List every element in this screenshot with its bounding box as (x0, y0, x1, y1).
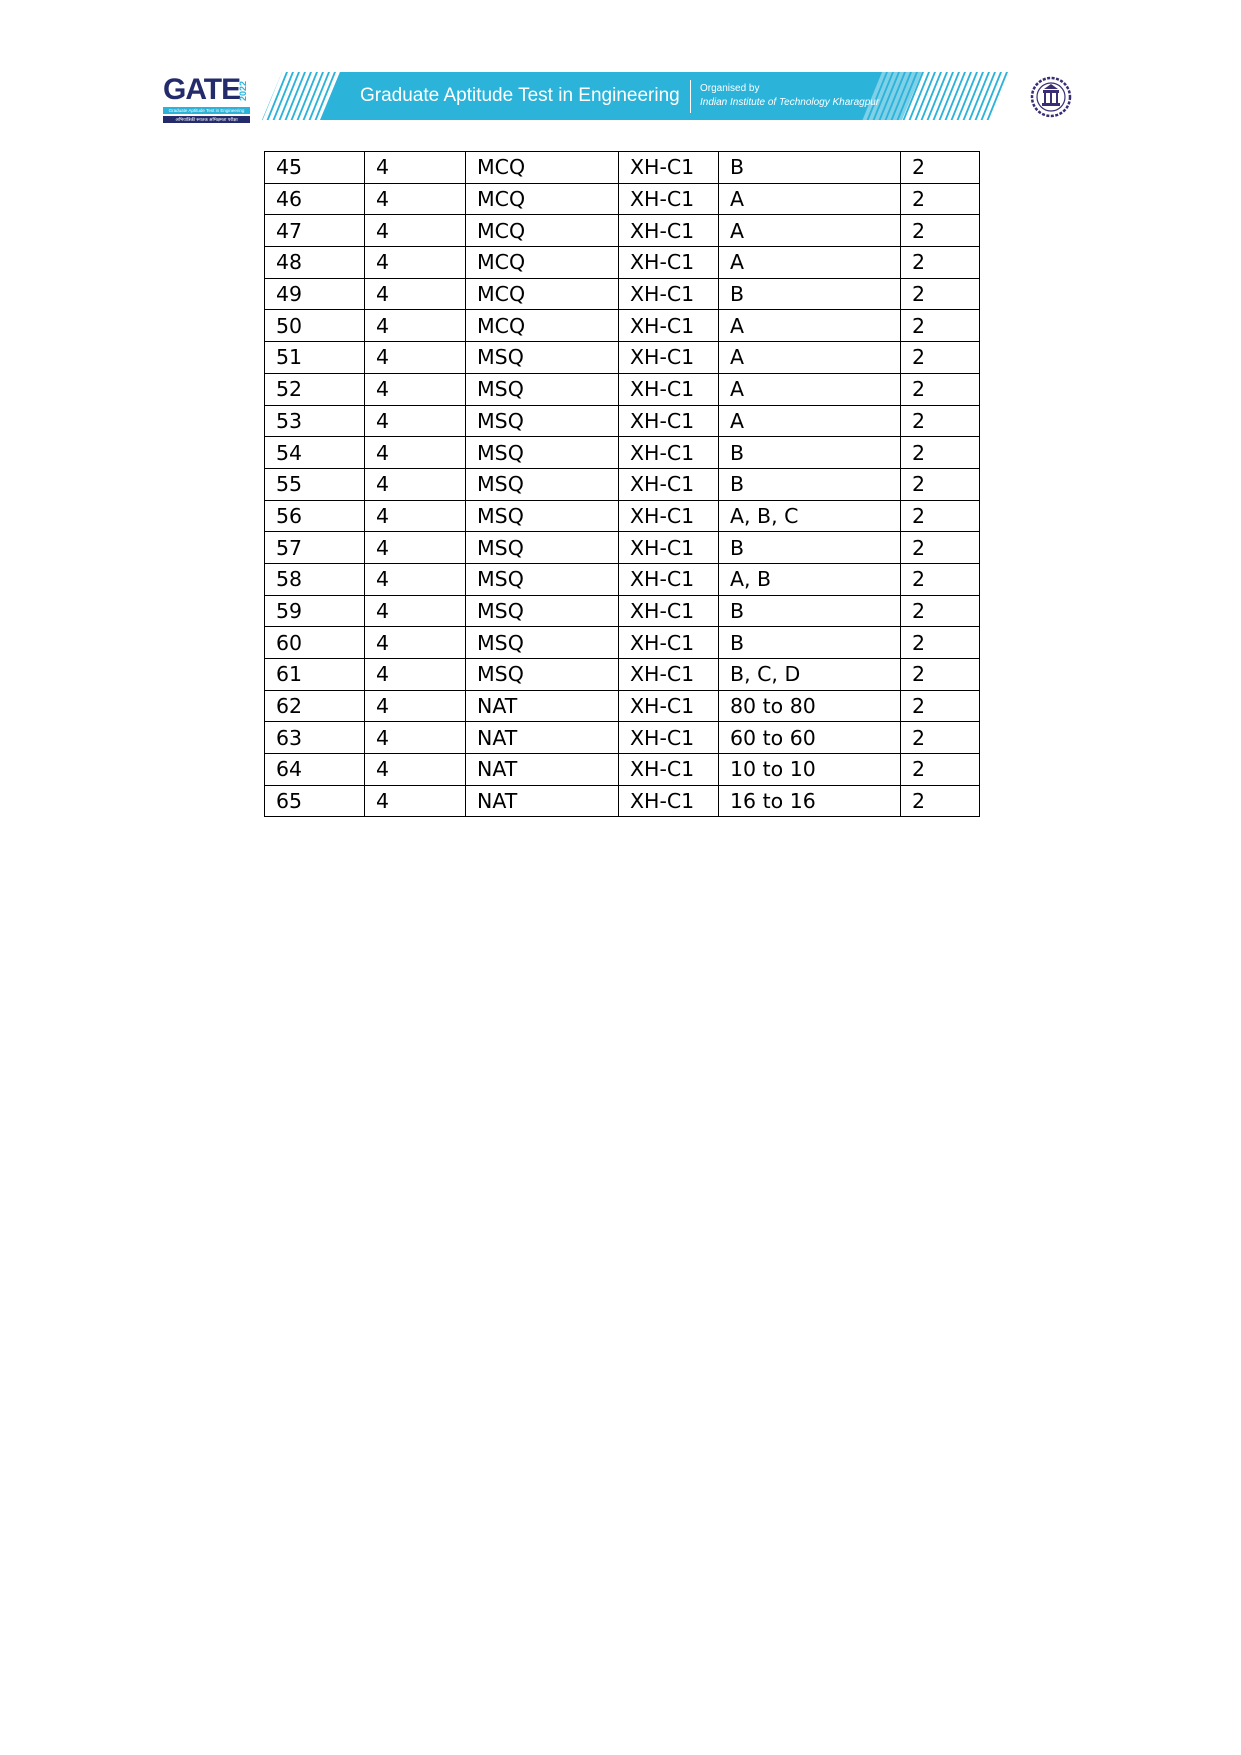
table-row (265, 373, 980, 405)
cell-session: 4 (365, 183, 466, 215)
cell-section: XH-C1 (619, 405, 719, 437)
gate-logo-word: GATE (163, 73, 241, 106)
table-row (265, 722, 980, 754)
cell-answer-key: A (719, 183, 901, 215)
cell-marks: 2 (901, 690, 980, 722)
cell-session: 4 (365, 437, 466, 469)
cell-question-number: 48 (265, 247, 365, 279)
table-row (265, 659, 980, 691)
cell-marks: 2 (901, 278, 980, 310)
cell-answer-key: 16 to 16 (719, 785, 901, 817)
table-row (265, 532, 980, 564)
cell-marks: 2 (901, 373, 980, 405)
cell-question-number: 57 (265, 532, 365, 564)
cell-section: XH-C1 (619, 342, 719, 374)
cell-answer-key: B (719, 278, 901, 310)
cell-marks: 2 (901, 722, 980, 754)
gate-logo-hindi-subtitle: अभियांत्रिकी स्नातक अभिक्षमता परीक्षा (163, 116, 250, 123)
cell-section: XH-C1 (619, 183, 719, 215)
cell-session: 4 (365, 247, 466, 279)
cell-section: XH-C1 (619, 532, 719, 564)
cell-answer-key: B, C, D (719, 659, 901, 691)
cell-section: XH-C1 (619, 310, 719, 342)
cell-question-type: MSQ (466, 437, 619, 469)
cell-session: 4 (365, 754, 466, 786)
cell-question-type: MSQ (466, 468, 619, 500)
cell-section: XH-C1 (619, 595, 719, 627)
cell-question-number: 63 (265, 722, 365, 754)
cell-marks: 2 (901, 310, 980, 342)
cell-answer-key: A (719, 342, 901, 374)
cell-section: XH-C1 (619, 437, 719, 469)
cell-question-type: MSQ (466, 373, 619, 405)
gate-logo-subtitle: Graduate Aptitude Test in Engineering (163, 107, 250, 114)
cell-question-type: MSQ (466, 342, 619, 374)
cell-section: XH-C1 (619, 373, 719, 405)
cell-question-number: 50 (265, 310, 365, 342)
table-row (265, 563, 980, 595)
cell-question-number: 64 (265, 754, 365, 786)
cell-session: 4 (365, 215, 466, 247)
cell-marks: 2 (901, 247, 980, 279)
table-row (265, 690, 980, 722)
cell-section: XH-C1 (619, 627, 719, 659)
cell-answer-key: A (719, 405, 901, 437)
cell-question-number: 47 (265, 215, 365, 247)
cell-answer-key: B (719, 437, 901, 469)
cell-answer-key: B (719, 468, 901, 500)
cell-question-type: MCQ (466, 247, 619, 279)
cell-session: 4 (365, 310, 466, 342)
cell-question-number: 45 (265, 152, 365, 184)
gate-2022-logo (163, 74, 251, 124)
cell-section: XH-C1 (619, 754, 719, 786)
cell-marks: 2 (901, 468, 980, 500)
cell-marks: 2 (901, 627, 980, 659)
cell-session: 4 (365, 373, 466, 405)
cell-question-number: 60 (265, 627, 365, 659)
answer-key-table-body (265, 152, 980, 817)
cell-answer-key: A, B, C (719, 500, 901, 532)
cell-marks: 2 (901, 563, 980, 595)
cell-marks: 2 (901, 152, 980, 184)
banner-title: Graduate Aptitude Test in Engineering (360, 85, 680, 106)
cell-question-number: 46 (265, 183, 365, 215)
gate-logo-year: 2022 (238, 80, 248, 102)
cell-question-type: NAT (466, 722, 619, 754)
cell-question-number: 49 (265, 278, 365, 310)
cell-question-number: 58 (265, 563, 365, 595)
cell-question-number: 65 (265, 785, 365, 817)
cell-question-number: 51 (265, 342, 365, 374)
cell-question-number: 56 (265, 500, 365, 532)
table-row (265, 627, 980, 659)
cell-question-type: MSQ (466, 627, 619, 659)
table-row (265, 437, 980, 469)
cell-question-number: 62 (265, 690, 365, 722)
cell-section: XH-C1 (619, 563, 719, 595)
cell-question-number: 53 (265, 405, 365, 437)
table-row (265, 183, 980, 215)
cell-question-number: 59 (265, 595, 365, 627)
cell-session: 4 (365, 722, 466, 754)
table-row (265, 754, 980, 786)
cell-answer-key: A (719, 215, 901, 247)
cell-section: XH-C1 (619, 690, 719, 722)
cell-marks: 2 (901, 437, 980, 469)
cell-question-type: MCQ (466, 215, 619, 247)
cell-session: 4 (365, 342, 466, 374)
cell-marks: 2 (901, 595, 980, 627)
cell-marks: 2 (901, 754, 980, 786)
cell-section: XH-C1 (619, 468, 719, 500)
cell-question-type: MSQ (466, 659, 619, 691)
cell-session: 4 (365, 532, 466, 564)
cell-question-number: 55 (265, 468, 365, 500)
cell-session: 4 (365, 563, 466, 595)
cell-answer-key: B (719, 152, 901, 184)
cell-marks: 2 (901, 215, 980, 247)
cell-marks: 2 (901, 532, 980, 564)
cell-marks: 2 (901, 183, 980, 215)
cell-question-number: 61 (265, 659, 365, 691)
cell-section: XH-C1 (619, 785, 719, 817)
iit-kharagpur-emblem-icon (1030, 76, 1072, 118)
cell-question-type: MCQ (466, 152, 619, 184)
banner-divider (690, 80, 691, 113)
cell-session: 4 (365, 659, 466, 691)
cell-section: XH-C1 (619, 500, 719, 532)
cell-question-type: MSQ (466, 595, 619, 627)
cell-section: XH-C1 (619, 247, 719, 279)
cell-question-type: MCQ (466, 183, 619, 215)
cell-answer-key: A (719, 310, 901, 342)
cell-question-number: 52 (265, 373, 365, 405)
cell-session: 4 (365, 627, 466, 659)
cell-answer-key: 10 to 10 (719, 754, 901, 786)
cell-session: 4 (365, 405, 466, 437)
cell-question-type: MSQ (466, 500, 619, 532)
answer-key-table (264, 151, 980, 817)
cell-answer-key: B (719, 532, 901, 564)
table-row (265, 468, 980, 500)
cell-section: XH-C1 (619, 278, 719, 310)
cell-section: XH-C1 (619, 722, 719, 754)
cell-question-type: NAT (466, 785, 619, 817)
cell-session: 4 (365, 278, 466, 310)
table-row (265, 247, 980, 279)
cell-question-type: MCQ (466, 278, 619, 310)
cell-marks: 2 (901, 785, 980, 817)
cell-marks: 2 (901, 500, 980, 532)
cell-question-type: MCQ (466, 310, 619, 342)
table-row (265, 500, 980, 532)
table-row (265, 595, 980, 627)
cell-question-type: NAT (466, 690, 619, 722)
table-row (265, 215, 980, 247)
header-banner (262, 72, 1010, 120)
cell-section: XH-C1 (619, 659, 719, 691)
cell-answer-key: A (719, 373, 901, 405)
table-row (265, 278, 980, 310)
table-row (265, 785, 980, 817)
cell-question-type: MSQ (466, 405, 619, 437)
table-row (265, 310, 980, 342)
cell-session: 4 (365, 468, 466, 500)
cell-session: 4 (365, 785, 466, 817)
cell-session: 4 (365, 500, 466, 532)
cell-question-type: MSQ (466, 532, 619, 564)
cell-answer-key: B (719, 627, 901, 659)
cell-question-number: 54 (265, 437, 365, 469)
cell-answer-key: A (719, 247, 901, 279)
cell-question-type: MSQ (466, 563, 619, 595)
cell-section: XH-C1 (619, 215, 719, 247)
page-header (0, 0, 1241, 130)
banner-institute: Indian Institute of Technology Kharagpur (700, 97, 880, 108)
banner-organised-by: Organised by (700, 83, 760, 94)
cell-answer-key: 80 to 80 (719, 690, 901, 722)
cell-marks: 2 (901, 342, 980, 374)
cell-session: 4 (365, 690, 466, 722)
table-row (265, 152, 980, 184)
cell-marks: 2 (901, 405, 980, 437)
cell-marks: 2 (901, 659, 980, 691)
cell-answer-key: 60 to 60 (719, 722, 901, 754)
cell-section: XH-C1 (619, 152, 719, 184)
cell-question-type: NAT (466, 754, 619, 786)
cell-answer-key: B (719, 595, 901, 627)
cell-answer-key: A, B (719, 563, 901, 595)
cell-session: 4 (365, 595, 466, 627)
table-row (265, 342, 980, 374)
cell-session: 4 (365, 152, 466, 184)
table-row (265, 405, 980, 437)
